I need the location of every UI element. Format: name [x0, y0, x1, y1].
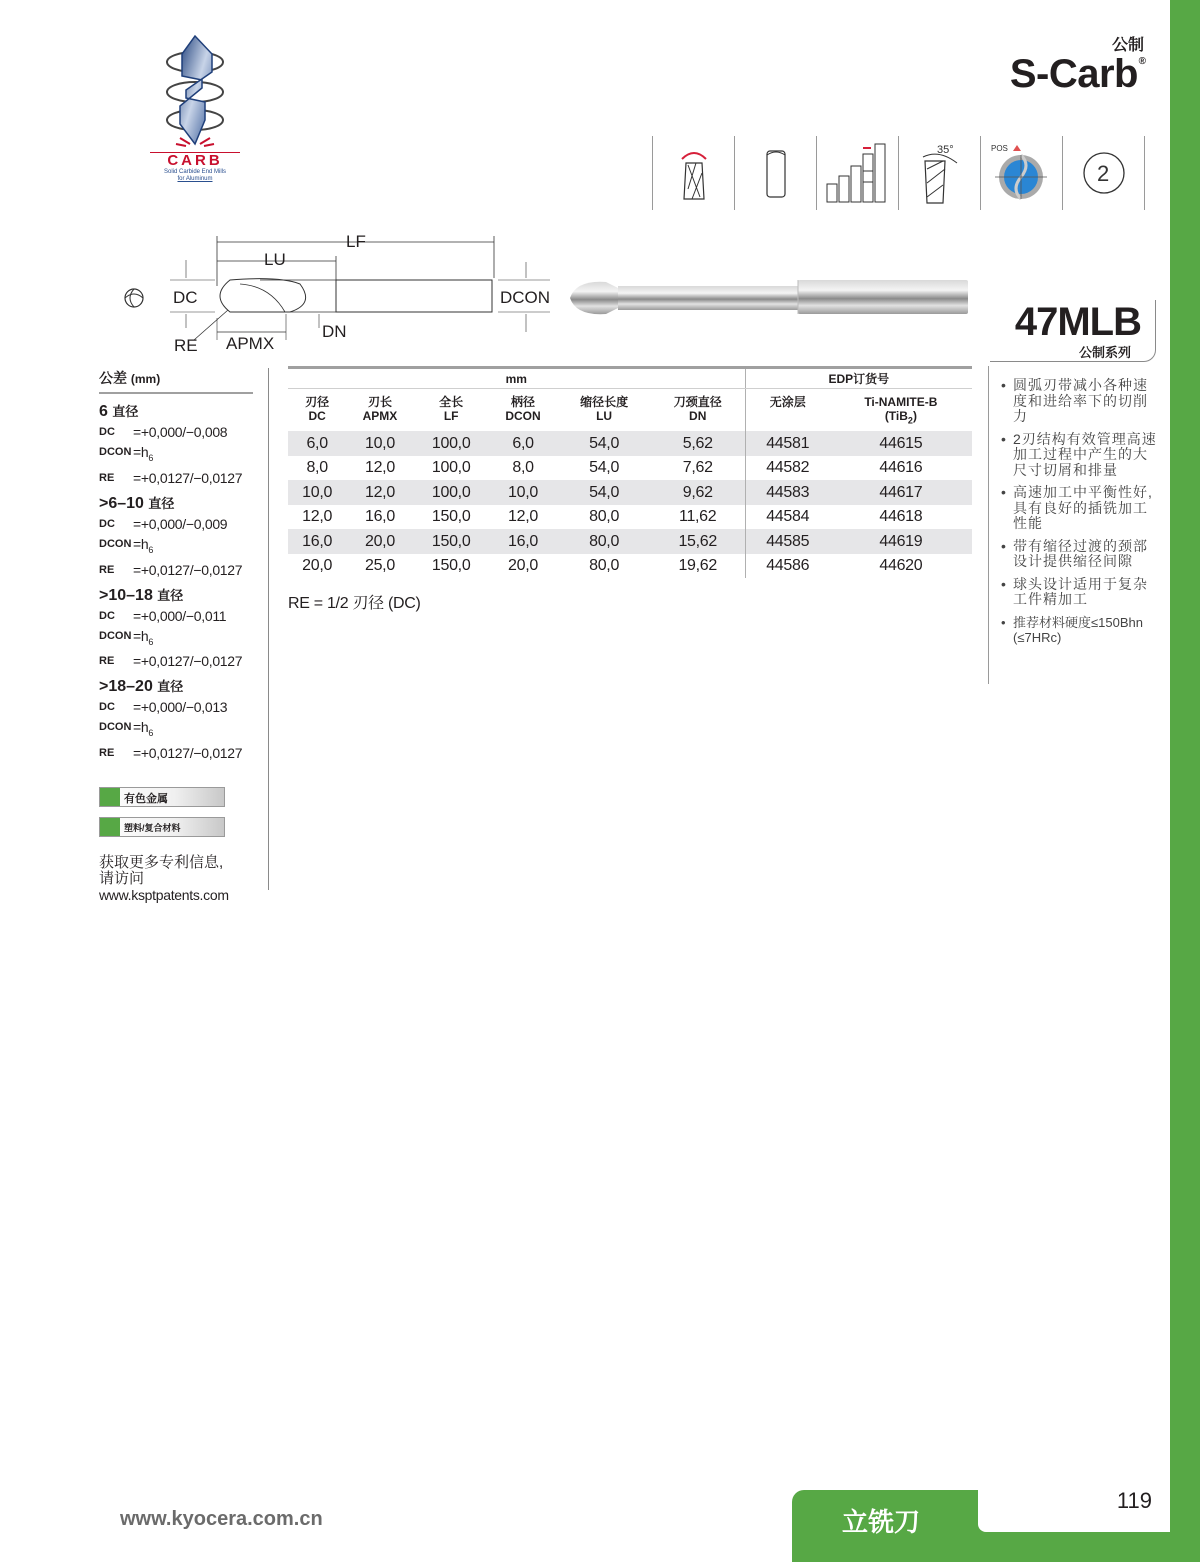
- side-accent-bar: [1170, 0, 1200, 1562]
- col-dn: 刀颈直径 DN: [673, 395, 722, 423]
- tolerance-group: >18–20 直径 DC =+0,000/−0,013 DCON $=h_6$ RE =+0,0127/−0,0127: [99, 678, 243, 762]
- feature-item: • 推荐材料硬度≤150Bhn (≤7HRc): [1001, 615, 1158, 646]
- material-swatch: [100, 818, 120, 836]
- plain-shank-icon: [734, 136, 816, 210]
- tolerance-group: >10–18 直径 DC =+0,000/−0,011 DCON $=h_6$ RE =+0,0127/−0,0127: [99, 586, 243, 670]
- series-header: [990, 300, 1156, 362]
- group-header-mm: mm: [288, 369, 745, 389]
- feature-icon-strip: [652, 136, 1145, 210]
- label-lf: LF: [346, 232, 366, 251]
- material-plastics-composites: 塑料/复合材料: [99, 817, 225, 837]
- feature-item: • 带有缩径过渡的颈部设计提供缩径间隙: [1001, 539, 1158, 570]
- series-subtitle: 公制系列: [1078, 345, 1131, 360]
- label-dn: DN: [322, 322, 347, 341]
- series-code: 47MLB: [1014, 300, 1141, 344]
- page-number-box: [978, 1480, 1170, 1532]
- section-label: 立铣刀: [842, 1507, 921, 1537]
- svg-text:2: 2: [1096, 161, 1109, 186]
- flute-count-icon: [1062, 136, 1144, 210]
- col-uncoated: 无涂层: [745, 389, 830, 432]
- table-row: 8,0 12,0 100,0 8,0 54,0 7,62 44582 44616: [288, 456, 972, 481]
- s-carb-logo: [150, 32, 250, 184]
- label-dcon: DCON: [500, 288, 551, 307]
- col-dc: 刃径 DC: [305, 395, 330, 423]
- brand-title: S-Carb: [1009, 52, 1138, 96]
- tool-dimension-diagram: [110, 228, 560, 358]
- feature-item: • 2刃结构有效管理高速加工过程中产生的大尺寸切屑和排量: [1001, 432, 1158, 479]
- label-dc: DC: [173, 288, 198, 307]
- table-row: 10,0 12,0 100,0 10,0 54,0 9,62 44583 44617: [288, 480, 972, 505]
- patent-url[interactable]: www.ksptpatents.com: [99, 887, 229, 904]
- svg-text:POS: POS: [990, 144, 1008, 153]
- col-dcon: 柄径 DCON: [505, 395, 541, 423]
- page-number: 119: [1116, 1488, 1152, 1513]
- feature-item: • 球头设计适用于复杂工件精加工: [1001, 577, 1158, 608]
- label-apmx: APMX: [226, 334, 275, 353]
- logo-tagline: Solid Carbide End Mills for Aluminum: [163, 169, 227, 182]
- radius-edge-icon: [652, 136, 734, 210]
- positive-rake-icon: [980, 136, 1062, 210]
- table-row: 12,0 16,0 150,0 12,0 80,0 11,62 44584 44618: [288, 505, 972, 530]
- tool-product-image: [566, 276, 972, 320]
- icon-strip-end-divider: [1144, 136, 1145, 210]
- radius-note: RE = 1/2 刃径 (DC): [288, 595, 421, 612]
- length-series-icon: [816, 136, 898, 210]
- tolerance-group: 6 直径 DC =+0,000/−0,008 DCON $=h_6$ RE =+0,0127/−0,0127: [99, 403, 243, 486]
- left-column-divider: [268, 368, 269, 890]
- svg-text:35°: 35°: [936, 144, 954, 156]
- tolerance-panel: [99, 368, 269, 903]
- tolerance-heading: 公差 (mm): [99, 368, 253, 394]
- s-helix-logo-icon: [150, 32, 240, 150]
- group-header-edp: EDP订货号: [745, 369, 972, 389]
- patent-info: 获取更多专利信息, 请访问 www.ksptpatents.com: [99, 855, 269, 903]
- logo-wordmark: CARB: [150, 152, 240, 169]
- col-tinamite-b: Ti-NAMITE-B (TiB$_2$): [864, 395, 938, 426]
- label-re: RE: [174, 336, 198, 355]
- helix-angle-icon: [898, 136, 980, 210]
- tolerance-group: >6–10 直径 DC =+0,000/−0,009 DCON $=h_6$ RE =+0,0127/−0,0127: [99, 494, 243, 578]
- table-row: 6,0 10,0 100,0 6,0 54,0 5,62 44581 44615: [288, 431, 972, 456]
- product-table: [288, 366, 972, 578]
- col-lu: 缩径长度 LU: [580, 395, 629, 423]
- col-lf: 全长 LF: [439, 395, 464, 423]
- feature-item: • 高速加工中平衡性好,具有良好的插铣加工性能: [1001, 485, 1158, 532]
- feature-list: [988, 366, 1158, 684]
- table-row: 20,0 25,0 150,0 20,0 80,0 19,62 44586 44620: [288, 554, 972, 579]
- material-swatch: [100, 788, 120, 806]
- metric-label: 公制: [1111, 37, 1144, 54]
- material-nonferrous: 有色金属: [99, 787, 225, 807]
- label-lu: LU: [264, 250, 286, 269]
- end-view-icon: [125, 289, 143, 307]
- footer-website-link[interactable]: www.kyocera.com.cn: [120, 1508, 323, 1530]
- feature-item: • 圆弧刃带减小各种速度和进给率下的切削力: [1001, 378, 1158, 425]
- col-apmx: 刃长 APMX: [362, 395, 398, 423]
- table-row: 16,0 20,0 150,0 16,0 80,0 15,62 44585 44619: [288, 529, 972, 554]
- registered-mark: ®: [1138, 56, 1146, 67]
